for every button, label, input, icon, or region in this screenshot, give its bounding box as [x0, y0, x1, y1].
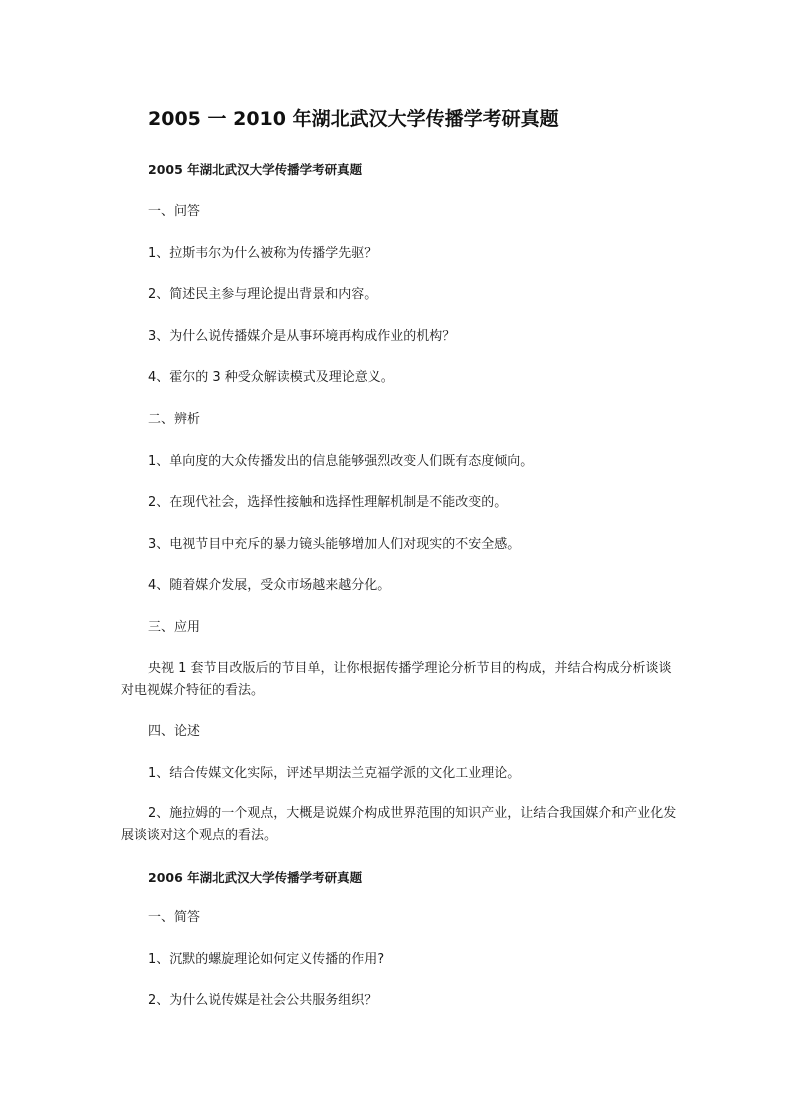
- document-title: 2005 一 2010 年湖北武汉大学传播学考研真题: [148, 108, 559, 130]
- question-item: 1、单向度的大众传播发出的信息能够强烈改变人们既有态度倾向。: [148, 454, 534, 469]
- question-item: 3、电视节目中充斥的暴力镜头能够增加人们对现实的不安全感。: [148, 537, 521, 552]
- part-heading: 一、简答: [148, 910, 201, 925]
- question-item: 4、随着媒介发展，受众市场越来越分化。: [148, 578, 391, 593]
- part-heading: 四、论述: [148, 724, 201, 739]
- question-item: 4、霍尔的 3 种受众解读模式及理论意义。: [148, 370, 394, 385]
- part-heading: 三、应用: [148, 620, 201, 635]
- section-heading-2006: 2006 年湖北武汉大学传播学考研真题: [148, 870, 363, 885]
- question-item: 2、简述民主参与理论提出背景和内容。: [148, 287, 378, 302]
- question-paragraph: 央视 1 套节目改版后的节目单，让你根据传播学理论分析节目的构成，并结合构成分析谈谈对电视媒介特征的看法。: [121, 661, 672, 698]
- section-heading-2005: 2005 年湖北武汉大学传播学考研真题: [148, 162, 363, 177]
- question-item: 3、为什么说传播媒介是从事环境再构成作业的机构？: [148, 329, 456, 344]
- question-paragraph: 2、施拉姆的一个观点，大概是说媒介构成世界范围的知识产业，让结合我国媒介和产业化发展谈谈对这个观点的看法。: [121, 806, 677, 843]
- part-heading: 二、辨析: [148, 412, 201, 427]
- question-item: 1、沉默的螺旋理论如何定义传播的作用?: [148, 952, 385, 967]
- question-item: 2、为什么说传媒是社会公共服务组织？: [148, 993, 378, 1008]
- question-item: 2、在现代社会，选择性接触和选择性理解机制是不能改变的。: [148, 495, 508, 510]
- question-item: 1、拉斯韦尔为什么被称为传播学先驱？: [148, 246, 378, 261]
- question-item: 1、结合传媒文化实际，评述早期法兰克福学派的文化工业理论。: [148, 766, 521, 781]
- part-heading: 一、问答: [148, 204, 201, 219]
